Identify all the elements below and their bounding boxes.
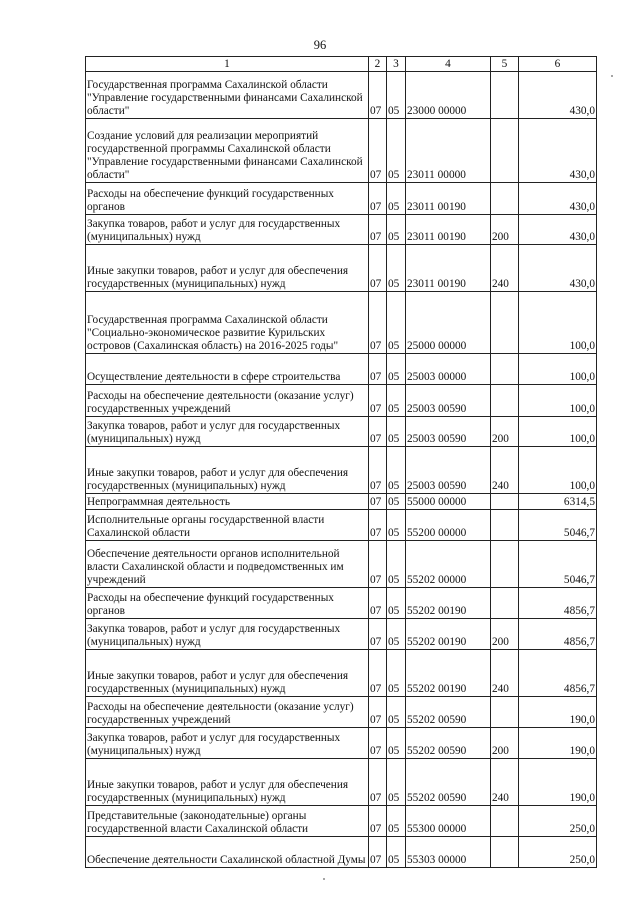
row-target-code: 55202 00190 <box>406 619 491 650</box>
row-subsection: 05 <box>387 215 406 245</box>
row-subsection: 05 <box>387 588 406 619</box>
row-subsection: 05 <box>387 510 406 541</box>
row-subsection: 05 <box>387 697 406 728</box>
table-row <box>86 447 597 494</box>
table-row <box>86 588 597 619</box>
row-name: Иные закупки товаров, работ и услуг для обеспечения государственных (муниципальных) нужд <box>86 245 369 292</box>
row-section: 07 <box>369 541 387 588</box>
row-amount: 100,0 <box>519 447 597 494</box>
table-row <box>86 494 597 510</box>
row-section: 07 <box>369 183 387 215</box>
row-target-code: 55202 00190 <box>406 650 491 697</box>
table-row <box>86 292 597 354</box>
row-name: Государственная программа Сахалинской области "Управление государственными финансами Сахалинской области" <box>86 72 369 119</box>
row-subsection: 05 <box>387 183 406 215</box>
row-expense-type: 200 <box>491 728 519 759</box>
table-row <box>86 119 597 183</box>
row-target-code: 55202 00590 <box>406 728 491 759</box>
table-row <box>86 650 597 697</box>
row-section: 07 <box>369 510 387 541</box>
row-amount: 190,0 <box>519 759 597 806</box>
row-amount: 430,0 <box>519 72 597 119</box>
row-subsection: 05 <box>387 417 406 447</box>
row-subsection: 05 <box>387 650 406 697</box>
row-expense-type <box>491 183 519 215</box>
row-subsection: 05 <box>387 72 406 119</box>
row-expense-type <box>491 354 519 385</box>
table-body <box>86 72 597 868</box>
header-col-4: 4 <box>406 57 491 72</box>
row-subsection: 05 <box>387 494 406 510</box>
row-target-code: 55303 00000 <box>406 837 491 868</box>
row-name: Закупка товаров, работ и услуг для государственных (муниципальных) нужд <box>86 215 369 245</box>
row-expense-type <box>491 588 519 619</box>
row-expense-type <box>491 385 519 417</box>
row-section: 07 <box>369 245 387 292</box>
scan-speck <box>323 878 325 880</box>
row-target-code: 55202 00190 <box>406 588 491 619</box>
row-target-code: 23000 00000 <box>406 72 491 119</box>
row-section: 07 <box>369 494 387 510</box>
row-name: Обеспечение деятельности Сахалинской областной Думы <box>86 837 369 868</box>
row-amount: 100,0 <box>519 292 597 354</box>
row-expense-type: 240 <box>491 650 519 697</box>
row-subsection: 05 <box>387 119 406 183</box>
row-subsection: 05 <box>387 837 406 868</box>
row-target-code: 55000 00000 <box>406 494 491 510</box>
row-amount: 250,0 <box>519 837 597 868</box>
row-expense-type <box>491 292 519 354</box>
row-expense-type: 240 <box>491 447 519 494</box>
row-name: Закупка товаров, работ и услуг для государственных (муниципальных) нужд <box>86 728 369 759</box>
row-amount: 430,0 <box>519 215 597 245</box>
row-expense-type <box>491 541 519 588</box>
header-row <box>86 57 597 72</box>
table-row <box>86 183 597 215</box>
row-name: Непрограммная деятельность <box>86 494 369 510</box>
row-name: Исполнительные органы государственной власти Сахалинской области <box>86 510 369 541</box>
row-target-code: 55202 00590 <box>406 697 491 728</box>
row-subsection: 05 <box>387 292 406 354</box>
row-expense-type <box>491 806 519 837</box>
row-amount: 4856,7 <box>519 588 597 619</box>
row-subsection: 05 <box>387 541 406 588</box>
row-target-code: 55200 00000 <box>406 510 491 541</box>
row-subsection: 05 <box>387 759 406 806</box>
row-section: 07 <box>369 619 387 650</box>
row-expense-type <box>491 837 519 868</box>
row-amount: 430,0 <box>519 119 597 183</box>
row-name: Закупка товаров, работ и услуг для государственных (муниципальных) нужд <box>86 619 369 650</box>
table-header <box>86 57 597 72</box>
table-row <box>86 541 597 588</box>
row-subsection: 05 <box>387 354 406 385</box>
row-amount: 100,0 <box>519 385 597 417</box>
table-row <box>86 215 597 245</box>
row-expense-type: 200 <box>491 619 519 650</box>
row-section: 07 <box>369 806 387 837</box>
row-name: Обеспечение деятельности органов исполнительной власти Сахалинской области и подведомственных им учреждений <box>86 541 369 588</box>
row-name: Расходы на обеспечение деятельности (оказание услуг) государственных учреждений <box>86 385 369 417</box>
row-section: 07 <box>369 697 387 728</box>
row-amount: 190,0 <box>519 697 597 728</box>
row-subsection: 05 <box>387 619 406 650</box>
row-name: Расходы на обеспечение функций государственных органов <box>86 588 369 619</box>
row-amount: 5046,7 <box>519 541 597 588</box>
row-target-code: 25003 00590 <box>406 447 491 494</box>
header-col-2: 2 <box>369 57 387 72</box>
table-row <box>86 697 597 728</box>
row-expense-type: 240 <box>491 759 519 806</box>
row-target-code: 23011 00190 <box>406 183 491 215</box>
row-section: 07 <box>369 417 387 447</box>
row-target-code: 55202 00000 <box>406 541 491 588</box>
row-section: 07 <box>369 650 387 697</box>
row-subsection: 05 <box>387 806 406 837</box>
row-subsection: 05 <box>387 728 406 759</box>
row-section: 07 <box>369 215 387 245</box>
row-section: 07 <box>369 119 387 183</box>
row-subsection: 05 <box>387 245 406 292</box>
row-section: 07 <box>369 728 387 759</box>
row-section: 07 <box>369 759 387 806</box>
row-target-code: 25003 00000 <box>406 354 491 385</box>
row-name: Иные закупки товаров, работ и услуг для обеспечения государственных (муниципальных) нужд <box>86 759 369 806</box>
row-subsection: 05 <box>387 447 406 494</box>
row-expense-type <box>491 119 519 183</box>
row-expense-type <box>491 697 519 728</box>
row-name: Государственная программа Сахалинской области "Социально-экономическое развитие Курильских островов (Сахалинская область) на 2016-2025 годы" <box>86 292 369 354</box>
table-row <box>86 728 597 759</box>
row-section: 07 <box>369 72 387 119</box>
row-expense-type: 200 <box>491 215 519 245</box>
table-row <box>86 354 597 385</box>
table-row <box>86 837 597 868</box>
page-number: 96 <box>313 38 327 52</box>
table-row <box>86 417 597 447</box>
row-target-code: 23011 00190 <box>406 245 491 292</box>
row-amount: 5046,7 <box>519 510 597 541</box>
scan-speck <box>611 75 613 77</box>
row-amount: 4856,7 <box>519 650 597 697</box>
row-expense-type <box>491 72 519 119</box>
header-col-1: 1 <box>86 57 369 72</box>
row-amount: 4856,7 <box>519 619 597 650</box>
row-amount: 100,0 <box>519 354 597 385</box>
row-section: 07 <box>369 292 387 354</box>
row-target-code: 25000 00000 <box>406 292 491 354</box>
row-name: Расходы на обеспечение деятельности (оказание услуг) государственных учреждений <box>86 697 369 728</box>
table-row <box>86 619 597 650</box>
row-name: Осуществление деятельности в сфере строительства <box>86 354 369 385</box>
row-amount: 430,0 <box>519 183 597 215</box>
header-col-3: 3 <box>387 57 406 72</box>
row-name: Создание условий для реализации мероприятий государственной программы Сахалинской области "Управление государственными финансами Сахалинской области" <box>86 119 369 183</box>
row-amount: 430,0 <box>519 245 597 292</box>
row-target-code: 23011 00000 <box>406 119 491 183</box>
table-row <box>86 245 597 292</box>
row-section: 07 <box>369 354 387 385</box>
row-amount: 190,0 <box>519 728 597 759</box>
row-expense-type: 200 <box>491 417 519 447</box>
row-amount: 250,0 <box>519 806 597 837</box>
header-col-5: 5 <box>491 57 519 72</box>
table-row <box>86 806 597 837</box>
table-row <box>86 72 597 119</box>
table-row <box>86 385 597 417</box>
row-subsection: 05 <box>387 385 406 417</box>
row-name: Расходы на обеспечение функций государственных органов <box>86 183 369 215</box>
row-name: Иные закупки товаров, работ и услуг для обеспечения государственных (муниципальных) нужд <box>86 447 369 494</box>
table-row <box>86 759 597 806</box>
row-name: Закупка товаров, работ и услуг для государственных (муниципальных) нужд <box>86 417 369 447</box>
row-target-code: 55300 00000 <box>406 806 491 837</box>
row-expense-type <box>491 510 519 541</box>
row-name: Представительные (законодательные) органы государственной власти Сахалинской области <box>86 806 369 837</box>
row-expense-type <box>491 494 519 510</box>
row-amount: 6314,5 <box>519 494 597 510</box>
row-section: 07 <box>369 385 387 417</box>
header-col-6: 6 <box>519 57 597 72</box>
row-target-code: 55202 00590 <box>406 759 491 806</box>
row-target-code: 25003 00590 <box>406 417 491 447</box>
row-target-code: 23011 00190 <box>406 215 491 245</box>
row-expense-type: 240 <box>491 245 519 292</box>
budget-table <box>85 56 597 868</box>
row-amount: 100,0 <box>519 417 597 447</box>
row-name: Иные закупки товаров, работ и услуг для обеспечения государственных (муниципальных) нужд <box>86 650 369 697</box>
row-section: 07 <box>369 837 387 868</box>
row-section: 07 <box>369 447 387 494</box>
row-target-code: 25003 00590 <box>406 385 491 417</box>
row-section: 07 <box>369 588 387 619</box>
table-row <box>86 510 597 541</box>
